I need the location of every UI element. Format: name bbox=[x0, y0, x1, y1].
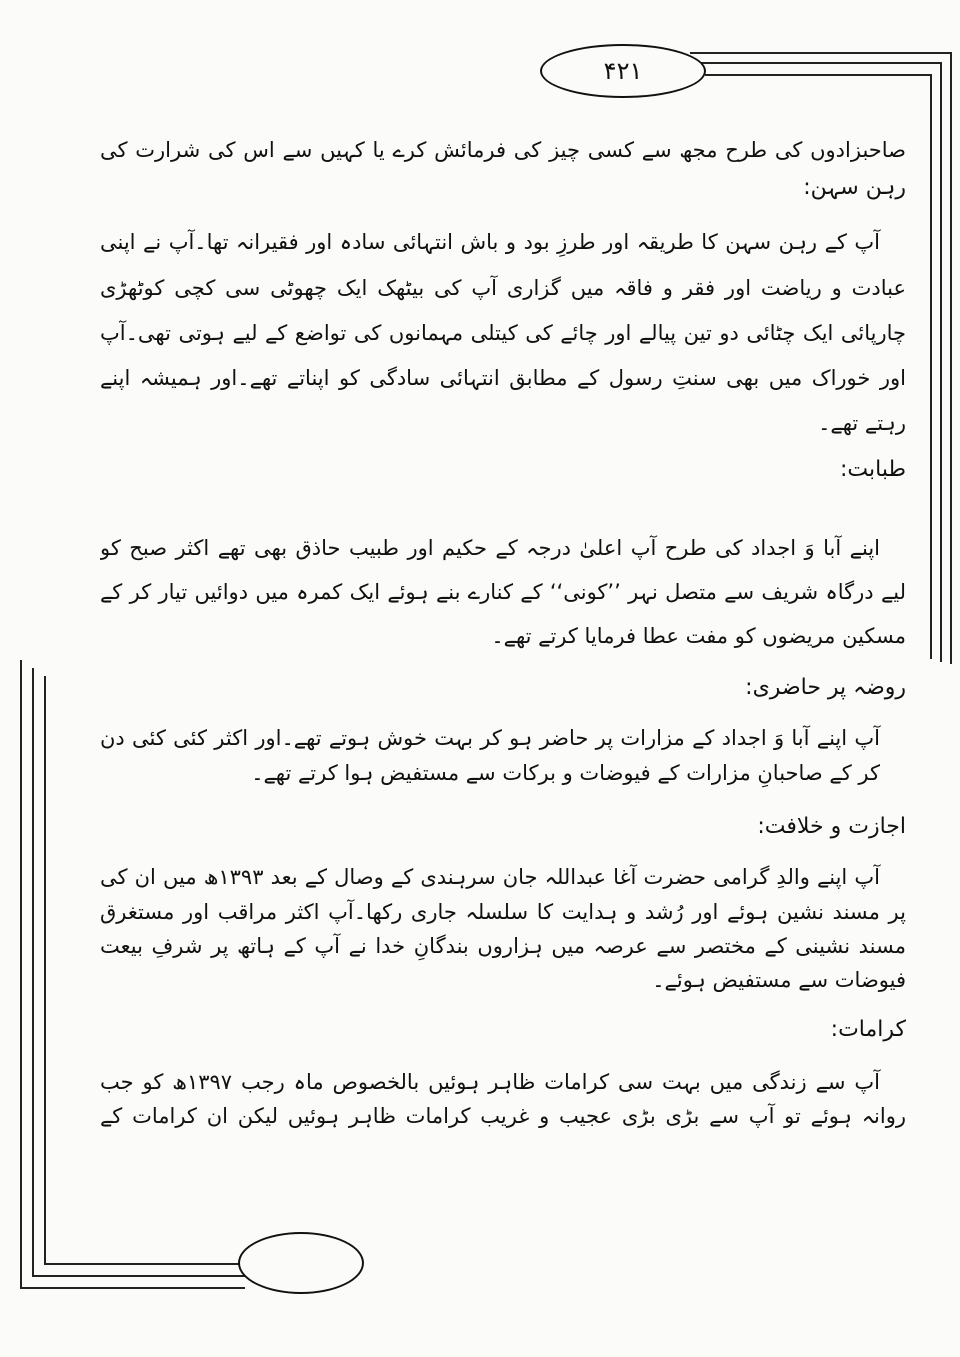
frame-top-line-1 bbox=[690, 52, 952, 54]
bottom-oval bbox=[238, 1232, 364, 1294]
section-heading-succession: اجازت و خلافت: bbox=[757, 814, 906, 839]
text-line: آپ اپنے والدِ گرامی حضرت آغا عبداللہ جان سرہندی کے وصال کے بعد ۱۳۹۳ھ میں ان کی bbox=[100, 865, 880, 889]
frame-right-line-3 bbox=[930, 74, 932, 659]
page-number: ۴۲۱ bbox=[603, 57, 643, 85]
frame-left-line-3 bbox=[44, 676, 46, 1263]
text-line: آپ سے زندگی میں بہت سی کرامات ظاہر ہوئیں بالخصوص ماہ رجب ۱۳۹۷ھ کو جب bbox=[100, 1070, 881, 1094]
text-line: فیوضات سے مستفیض ہوئے۔ bbox=[652, 968, 906, 992]
text-line: کر کے صاحبانِ مزارات کے فیوضات و برکات سے مستفیض ہوا کرتے تھے۔ bbox=[251, 761, 880, 785]
frame-right-line-2 bbox=[940, 62, 942, 662]
text-line: پر مسند نشین ہوئے اور رُشد و ہدایت کا سلسلہ جاری رکھا۔آپ اکثر مراقب اور مستغرق bbox=[100, 900, 906, 924]
section-heading-miracles: کرامات: bbox=[830, 1017, 906, 1042]
frame-bottom-line-1 bbox=[20, 1287, 245, 1289]
text-line: مسند نشینی کے مختصر سے عرصہ میں ہزاروں بندگانِ خدا نے آپ کے ہاتھ پر شرفِ بیعت bbox=[100, 934, 906, 958]
frame-top-line-3 bbox=[705, 74, 932, 76]
text-line: لیے درگاہ شریف سے متصل نہر ’’کونی‘‘ کے کنارے بنے ہوئے ایک کمرہ میں دوائیں تیار کر کے bbox=[100, 580, 906, 604]
frame-top-line-2 bbox=[700, 62, 942, 64]
frame-left-line-2 bbox=[32, 668, 34, 1275]
text-line: چارپائی ایک چٹائی دو تین پیالے اور چائے کی کیتلی مہمانوں کی تواضع کے لیے ہوتی تھی۔آپ bbox=[100, 321, 906, 345]
text-line: رہتے تھے۔ bbox=[818, 411, 906, 435]
text-line: آپ اپنے آبا وَ اجداد کے مزارات پر حاضر ہو کر بہت خوش ہوتے تھے۔اور اکثر کئی کئی دن bbox=[100, 726, 880, 750]
section-heading-medicine: طبابت: bbox=[840, 457, 906, 482]
page-number-oval bbox=[540, 44, 706, 98]
section-heading-shrine-visit: روضہ پر حاضری: bbox=[745, 675, 906, 700]
text-line: صاحبزادوں کی طرح مجھ سے کسی چیز کی فرمائش کرے یا کہیں سے اس کی شرارت کی bbox=[100, 138, 906, 162]
frame-right-line-1 bbox=[950, 52, 952, 664]
text-line: مسکین مریضوں کو مفت عطا فرمایا کرتے تھے۔ bbox=[491, 624, 906, 648]
text-line: عبادت و ریاضت اور فقر و فاقہ میں گزاری آپ کی بیٹھک ایک چھوٹی سی کچی کوٹھڑی bbox=[100, 276, 906, 300]
text-line: آپ کے رہن سہن کا طریقہ اور طرزِ بود و باش انتہائی سادہ اور فقیرانہ تھا۔آپ نے اپنی bbox=[100, 230, 880, 254]
frame-left-line-1 bbox=[20, 660, 22, 1287]
text-line: روانہ ہوئے تو آپ سے بڑی بڑی عجیب و غریب کرامات ظاہر ہوئیں لیکن ان کرامات کے bbox=[100, 1104, 906, 1128]
section-heading-lifestyle: رہن سہن: bbox=[803, 175, 906, 200]
text-line: اپنے آبا وَ اجداد کی طرح آپ اعلیٰ درجہ کے حکیم اور طبیب حاذق بھی تھے اکثر صبح کو bbox=[100, 536, 880, 560]
text-line: اور خوراک میں بھی سنتِ رسول کے مطابق انتہائی سادگی کو اپناتے تھے۔اور ہمیشہ اپنے bbox=[100, 366, 906, 390]
frame-bottom-line-2 bbox=[32, 1275, 245, 1277]
frame-bottom-line-3 bbox=[44, 1263, 245, 1265]
